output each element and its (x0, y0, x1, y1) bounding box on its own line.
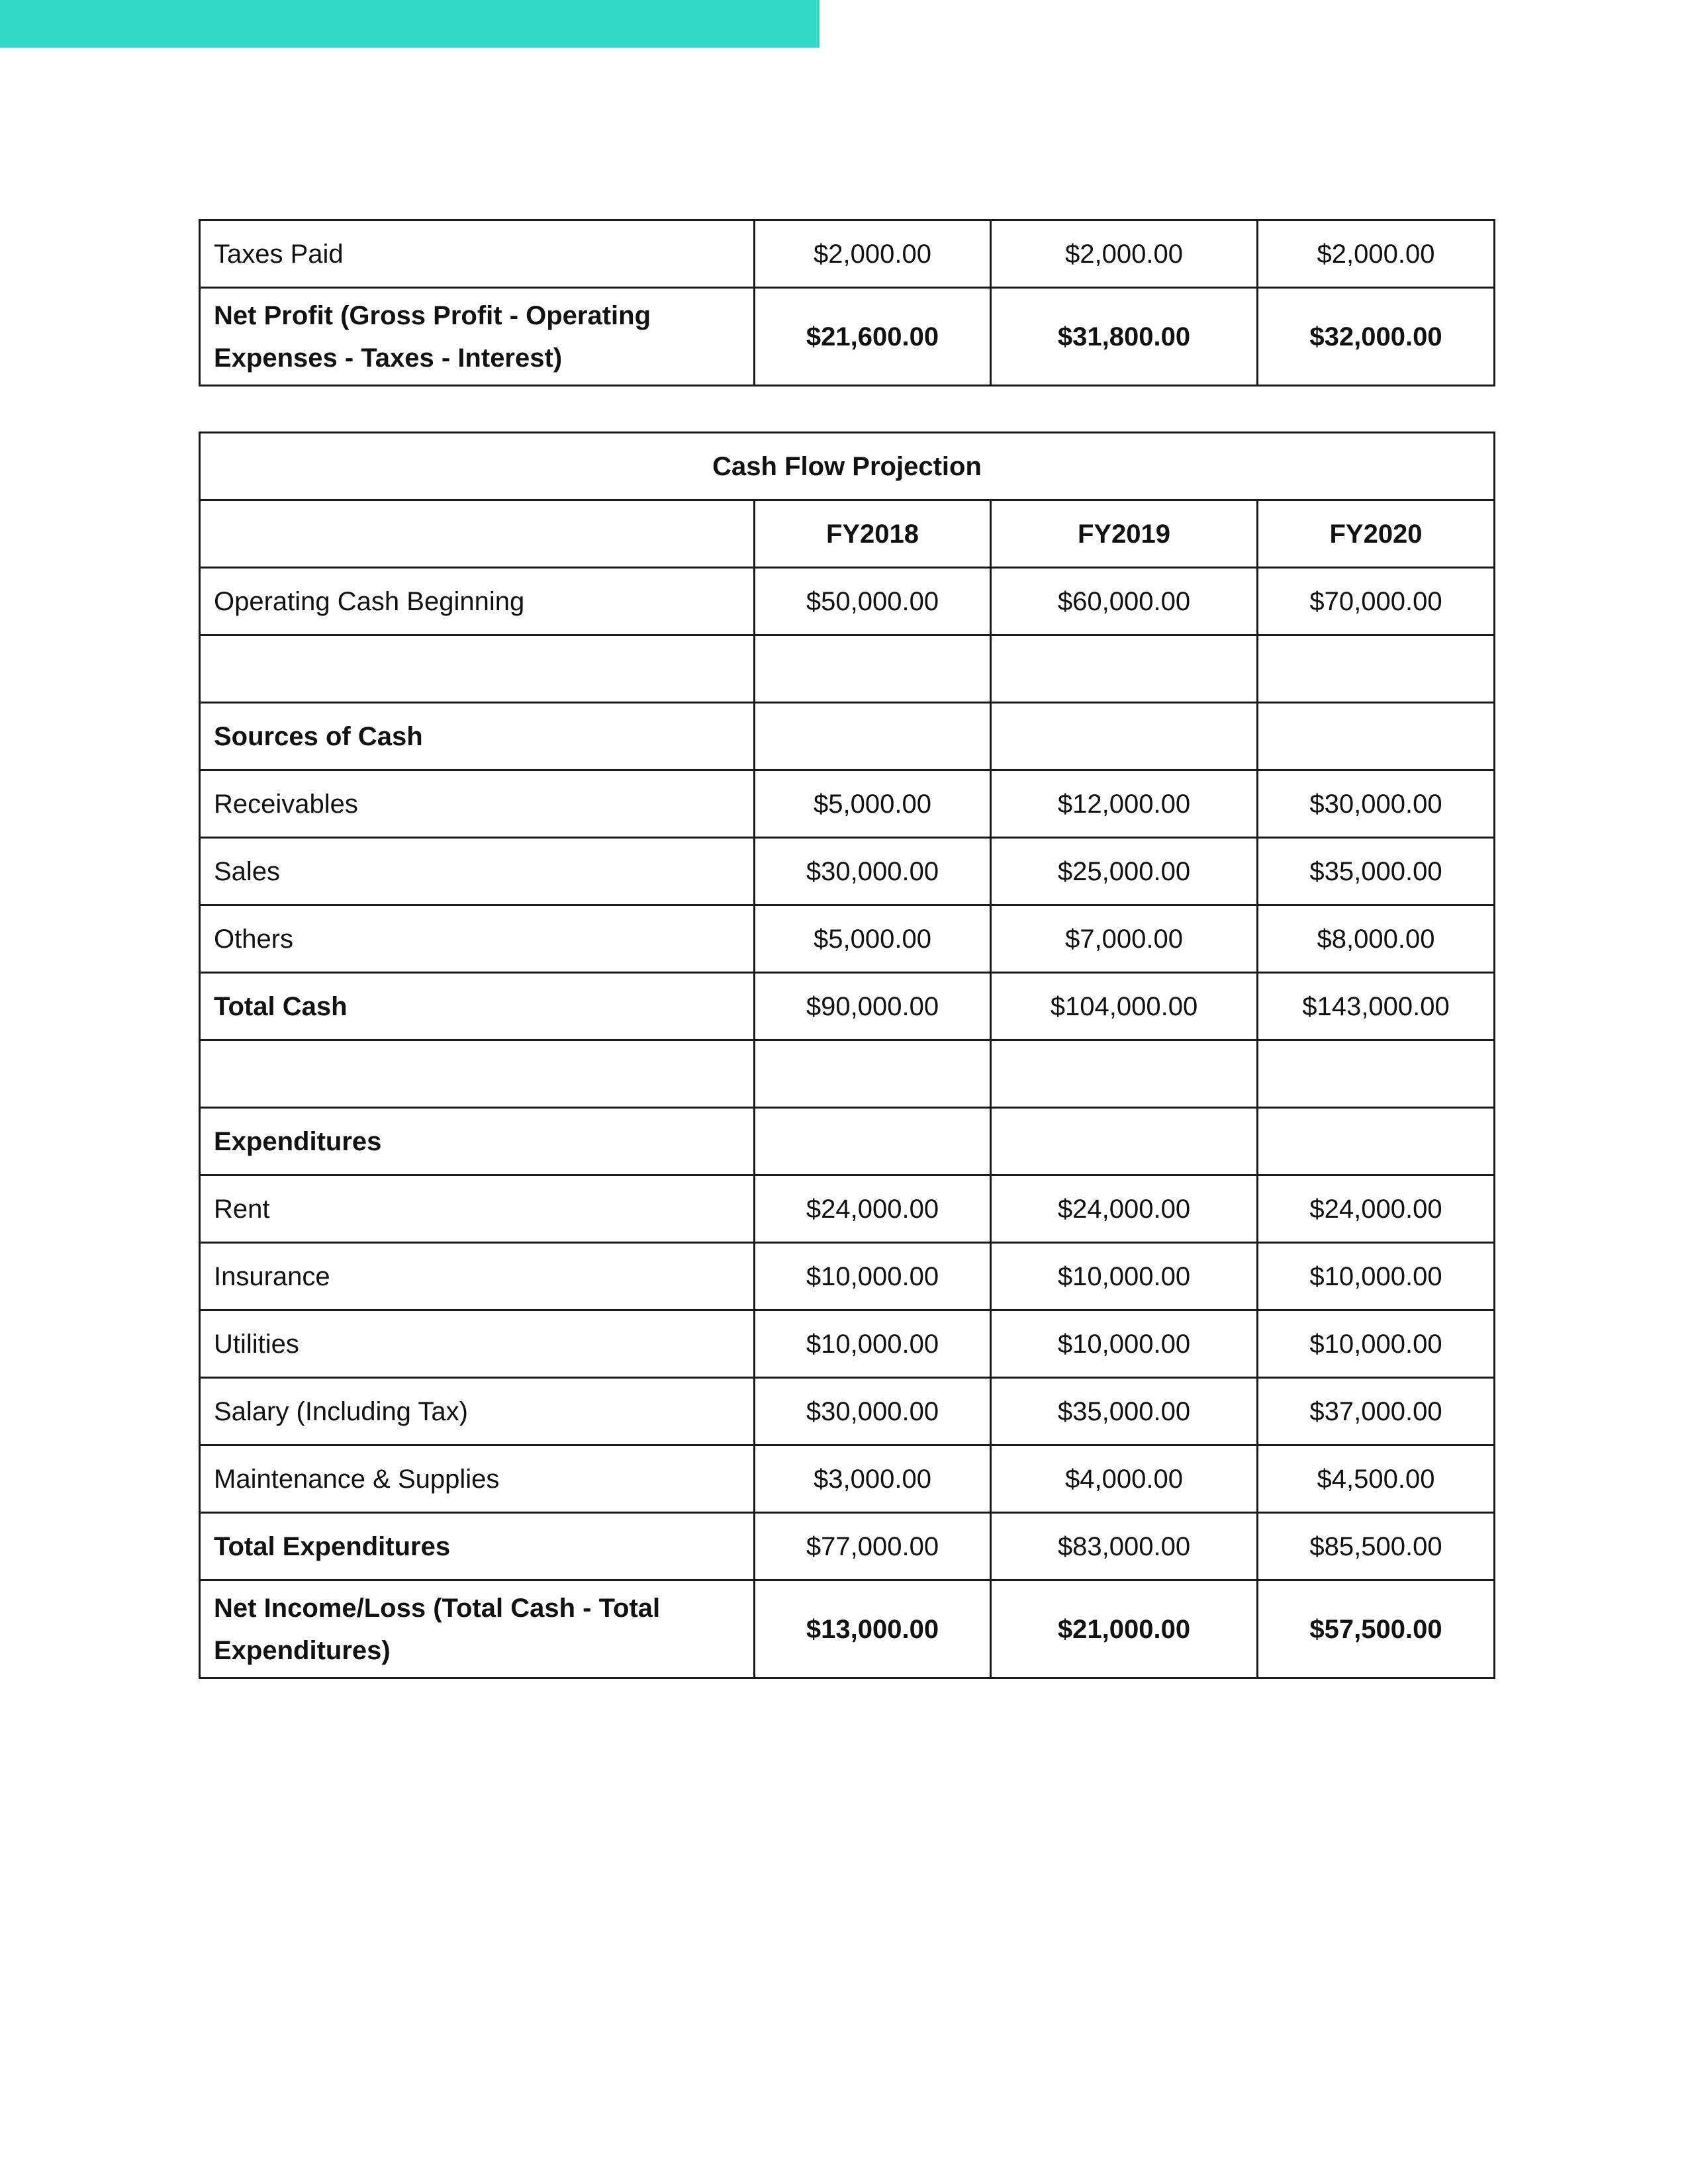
fy2018-value (755, 1108, 991, 1175)
table-title-row (200, 433, 1495, 500)
table-row (200, 288, 1495, 386)
fy2018-value: $2,000.00 (755, 220, 991, 288)
fy2018-value: $21,600.00 (755, 288, 991, 386)
table-row (200, 568, 1495, 635)
row-label: Salary (Including Tax) (200, 1378, 755, 1445)
table-row (200, 1175, 1495, 1243)
fy2019-value: $10,000.00 (991, 1243, 1258, 1310)
fy2020-value: $30,000.00 (1258, 770, 1495, 838)
column-header: FY2019 (991, 500, 1258, 568)
fy2018-value: $24,000.00 (755, 1175, 991, 1243)
row-label: Rent (200, 1175, 755, 1243)
fy2020-value: $10,000.00 (1258, 1243, 1495, 1310)
fy2019-value: $60,000.00 (991, 568, 1258, 635)
fy2019-value: $7,000.00 (991, 905, 1258, 973)
fy2020-value: $32,000.00 (1258, 288, 1495, 386)
fy2019-value: $12,000.00 (991, 770, 1258, 838)
table-title: Cash Flow Projection (200, 433, 1495, 500)
table-row (200, 1310, 1495, 1378)
row-label: Net Income/Loss (Total Cash - Total Expenditures) (200, 1580, 755, 1678)
column-header: FY2020 (1258, 500, 1495, 568)
fy2018-value: $90,000.00 (755, 973, 991, 1040)
column-header (200, 500, 755, 568)
fy2020-value (1258, 1108, 1495, 1175)
row-label: Expenditures (200, 1108, 755, 1175)
profit-summary-table (199, 219, 1495, 387)
fy2020-value: $8,000.00 (1258, 905, 1495, 973)
header-accent-bar (0, 0, 820, 48)
table-row (200, 1378, 1495, 1445)
table-row (200, 905, 1495, 973)
fy2018-value: $5,000.00 (755, 770, 991, 838)
fy2019-value: $4,000.00 (991, 1445, 1258, 1513)
row-label: Sales (200, 838, 755, 905)
fy2020-value (1258, 703, 1495, 770)
fy2020-value: $4,500.00 (1258, 1445, 1495, 1513)
table-row (200, 1445, 1495, 1513)
fy2020-value: $70,000.00 (1258, 568, 1495, 635)
fy2018-value (755, 703, 991, 770)
fy2018-value: $5,000.00 (755, 905, 991, 973)
fy2020-value: $143,000.00 (1258, 973, 1495, 1040)
row-label: Others (200, 905, 755, 973)
fy2019-value: $35,000.00 (991, 1378, 1258, 1445)
fy2020-value: $85,500.00 (1258, 1513, 1495, 1580)
fy2019-value: $31,800.00 (991, 288, 1258, 386)
row-label: Receivables (200, 770, 755, 838)
fy2020-value: $35,000.00 (1258, 838, 1495, 905)
fy2020-value: $37,000.00 (1258, 1378, 1495, 1445)
table-row (200, 703, 1495, 770)
row-label: Maintenance & Supplies (200, 1445, 755, 1513)
table-row (200, 1243, 1495, 1310)
fy2019-value (991, 635, 1258, 703)
table-row (200, 1580, 1495, 1678)
fy2018-value (755, 1040, 991, 1108)
row-label: Total Cash (200, 973, 755, 1040)
row-label: Total Expenditures (200, 1513, 755, 1580)
fy2018-value: $77,000.00 (755, 1513, 991, 1580)
fy2019-value: $83,000.00 (991, 1513, 1258, 1580)
fy2020-value (1258, 635, 1495, 703)
column-header: FY2018 (755, 500, 991, 568)
table-row (200, 1040, 1495, 1108)
fy2020-value: $24,000.00 (1258, 1175, 1495, 1243)
fy2019-value: $24,000.00 (991, 1175, 1258, 1243)
fy2019-value (991, 1040, 1258, 1108)
row-label: Taxes Paid (200, 220, 755, 288)
fy2019-value: $25,000.00 (991, 838, 1258, 905)
fy2018-value (755, 635, 991, 703)
fy2018-value: $10,000.00 (755, 1310, 991, 1378)
fy2019-value: $104,000.00 (991, 973, 1258, 1040)
fy2020-value: $2,000.00 (1258, 220, 1495, 288)
row-label: Insurance (200, 1243, 755, 1310)
fy2018-value: $3,000.00 (755, 1445, 991, 1513)
table-row (200, 220, 1495, 288)
fy2019-value: $10,000.00 (991, 1310, 1258, 1378)
table-row (200, 973, 1495, 1040)
fy2019-value (991, 703, 1258, 770)
fy2019-value: $2,000.00 (991, 220, 1258, 288)
fy2019-value: $21,000.00 (991, 1580, 1258, 1678)
row-label: Sources of Cash (200, 703, 755, 770)
fy2020-value: $10,000.00 (1258, 1310, 1495, 1378)
fy2018-value: $13,000.00 (755, 1580, 991, 1678)
row-label: Net Profit (Gross Profit - Operating Expenses - Taxes - Interest) (200, 288, 755, 386)
fy2018-value: $30,000.00 (755, 1378, 991, 1445)
fy2018-value: $50,000.00 (755, 568, 991, 635)
fy2019-value (991, 1108, 1258, 1175)
table-row (200, 770, 1495, 838)
fy2020-value (1258, 1040, 1495, 1108)
fy2018-value: $30,000.00 (755, 838, 991, 905)
table-row (200, 838, 1495, 905)
table-row (200, 1108, 1495, 1175)
table-row (200, 635, 1495, 703)
row-label (200, 635, 755, 703)
fy2020-value: $57,500.00 (1258, 1580, 1495, 1678)
fy2018-value: $10,000.00 (755, 1243, 991, 1310)
cash-flow-table (199, 432, 1495, 1679)
row-label: Utilities (200, 1310, 755, 1378)
row-label: Operating Cash Beginning (200, 568, 755, 635)
table-header-row (200, 500, 1495, 568)
table-row (200, 1513, 1495, 1580)
row-label (200, 1040, 755, 1108)
